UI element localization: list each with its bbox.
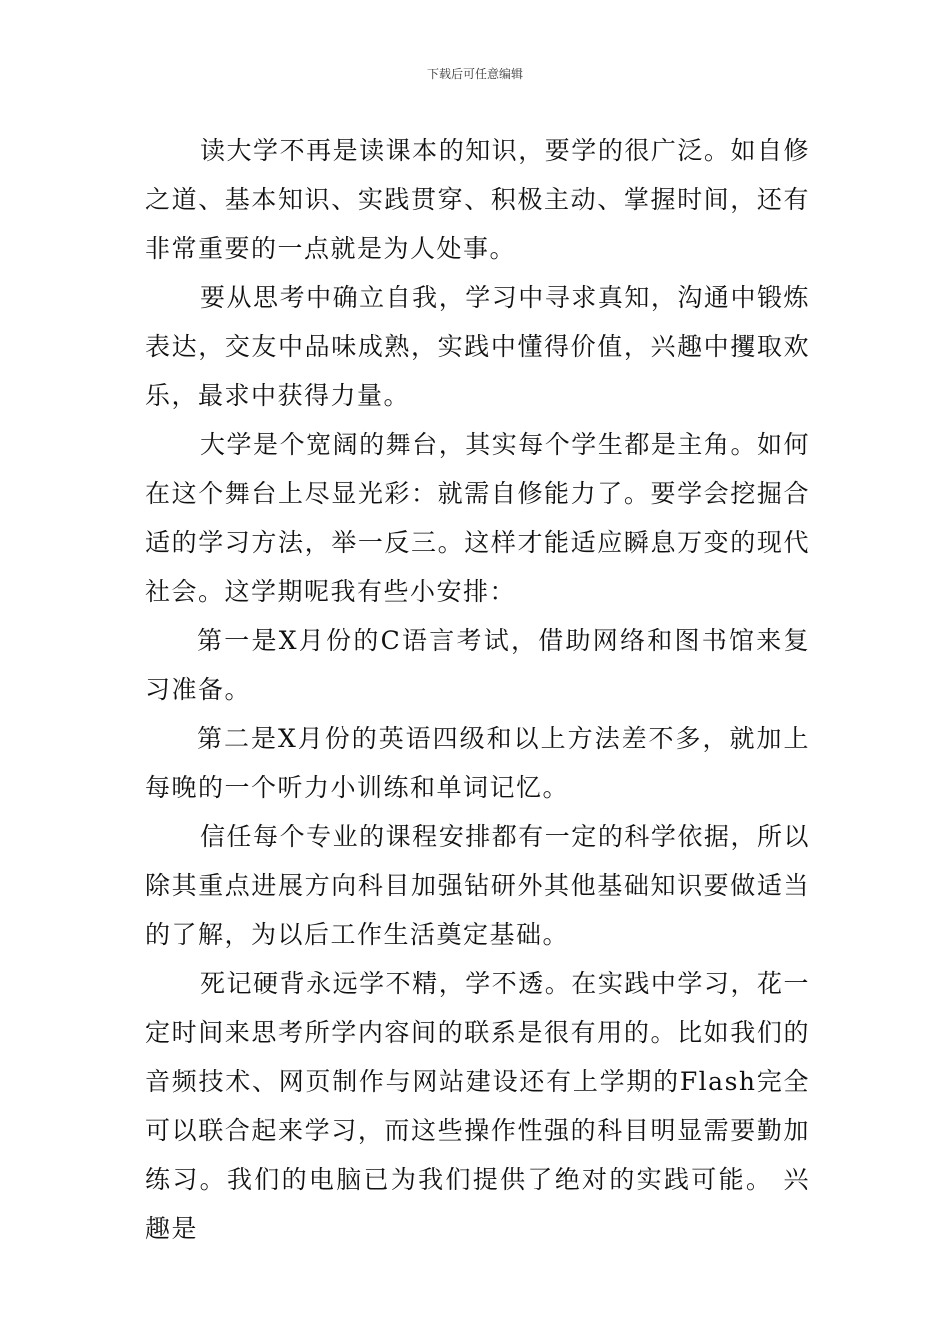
paragraph-3: 大学是个宽阔的舞台，其实每个学生都是主角。如何在这个舞台上尽显光彩：就需自修能力了。要学会挖掘合适的学习方法，举一反三。这样才能适应瞬息万变的现代社会。这学期呢我有些小安排： <box>145 430 810 606</box>
paragraph-4: 第一是X月份的C语言考试，借助网络和图书馆来复习准备。 <box>145 626 810 704</box>
paragraph-6: 信任每个专业的课程安排都有一定的科学依据，所以除其重点进展方向科目加强钻研外其他基础知识要做适当的了解，为以后工作生活奠定基础。 <box>145 822 810 949</box>
page-header: 下载后可任意编辑 <box>426 67 523 81</box>
paragraph-5: 第二是X月份的英语四级和以上方法差不多，就加上每晚的一个听力小训练和单词记忆。 <box>145 724 810 802</box>
paragraph-1: 读大学不再是读课本的知识，要学的很广泛。如自修之道、基本知识、实践贯穿、积极主动、掌握时间，还有非常重要的一点就是为人处事。 <box>145 136 810 263</box>
paragraph-7: 死记硬背永远学不精，学不透。在实践中学习，花一定时间来思考所学内容间的联系是很有用的。比如我们的音频技术、网页制作与网站建设还有上学期的Flash完全可以联合起来学习，而这些操作性强的科目明显需要勤加练习。我们的电脑已为我们提供了绝对的实践可能。 兴趣是 <box>145 969 810 1243</box>
paragraph-2: 要从思考中确立自我，学习中寻求真知，沟通中锻炼表达，交友中品味成熟，实践中懂得价值，兴趣中攫取欢乐，最求中获得力量。 <box>145 283 810 410</box>
document-body <box>145 126 810 1253</box>
